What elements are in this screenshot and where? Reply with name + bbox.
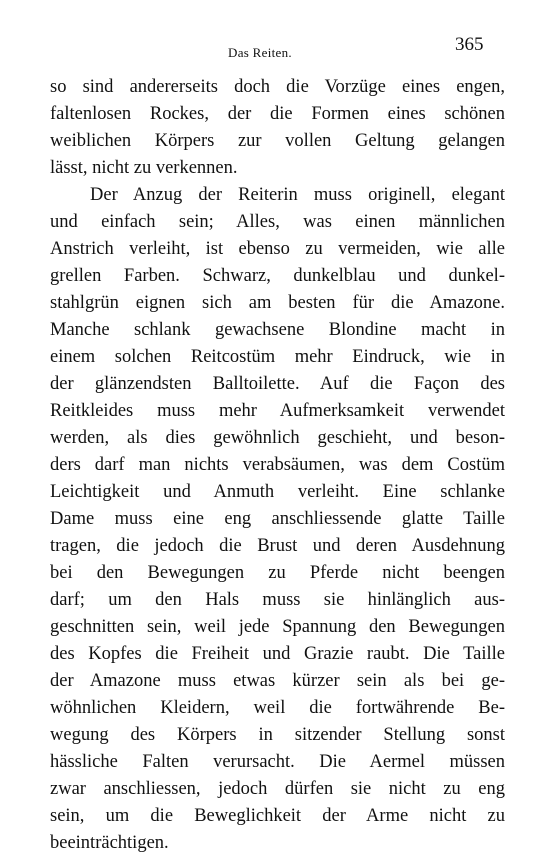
text-line: einem solchen Reitcostüm mehr Eindruck, wie in — [50, 347, 505, 367]
running-header — [0, 0, 549, 80]
text-line: ders darf man nichts verabsäumen, was dem Costüm — [50, 455, 505, 475]
text-line: Manche schlank gewachsene Blondine macht in — [50, 320, 505, 340]
text-line: werden, als dies gewöhnlich geschieht, und beson- — [50, 428, 505, 448]
text-line: bei den Bewegungen zu Pferde nicht beengen — [50, 563, 505, 583]
text-line: wöhnlichen Kleidern, weil die fortwährende Be- — [50, 698, 505, 718]
text-line: wegung des Körpers in sitzender Stellung sonst — [50, 725, 505, 745]
text-line: Dame muss eine eng anschliessende glatte Taille — [50, 509, 505, 529]
text-line: weiblichen Körpers zur vollen Geltung gelangen — [50, 131, 505, 151]
text-line: Anstrich verleiht, ist ebenso zu vermeiden, wie alle — [50, 239, 505, 259]
text-line: so sind andererseits doch die Vorzüge eines engen, — [50, 77, 505, 97]
text-line: geschnitten sein, weil jede Spannung den Bewegungen — [50, 617, 505, 637]
page-number: 365 — [455, 34, 484, 55]
text-line: und einfach sein; Alles, was einen männlichen — [50, 212, 505, 232]
text-line: der Amazone muss etwas kürzer sein als bei ge- — [50, 671, 505, 691]
text-line: des Kopfes die Freiheit und Grazie raubt. Die Taille — [50, 644, 505, 664]
text-line: faltenlosen Rockes, der die Formen eines schönen — [50, 104, 505, 124]
text-line: lässt, nicht zu verkennen. — [50, 158, 238, 178]
text-line: zwar anschliessen, jedoch dürfen sie nicht zu eng — [50, 779, 505, 799]
text-line: der glänzendsten Balltoilette. Auf die Façon des — [50, 374, 505, 394]
running-header-title: Das Reiten. — [228, 45, 292, 60]
text-line: tragen, die jedoch die Brust und deren Ausdehnung — [50, 536, 505, 556]
body-text — [50, 74, 505, 857]
text-line: darf; um den Hals muss sie hinlänglich aus- — [50, 590, 505, 610]
text-line: hässliche Falten verursacht. Die Aermel müssen — [50, 752, 505, 772]
text-line: grellen Farben. Schwarz, dunkelblau und dunkel- — [50, 266, 505, 286]
text-line: stahlgrün eignen sich am besten für die Amazone. — [50, 293, 505, 313]
text-line: Reitkleides muss mehr Aufmerksamkeit verwendet — [50, 401, 505, 421]
text-line: beeinträchtigen. — [50, 833, 169, 853]
text-line: sein, um die Beweglichkeit der Arme nicht zu — [50, 806, 505, 826]
text-line: Leichtigkeit und Anmuth verleiht. Eine schlanke — [50, 482, 505, 502]
text-line: Der Anzug der Reiterin muss originell, elegant — [90, 185, 505, 205]
